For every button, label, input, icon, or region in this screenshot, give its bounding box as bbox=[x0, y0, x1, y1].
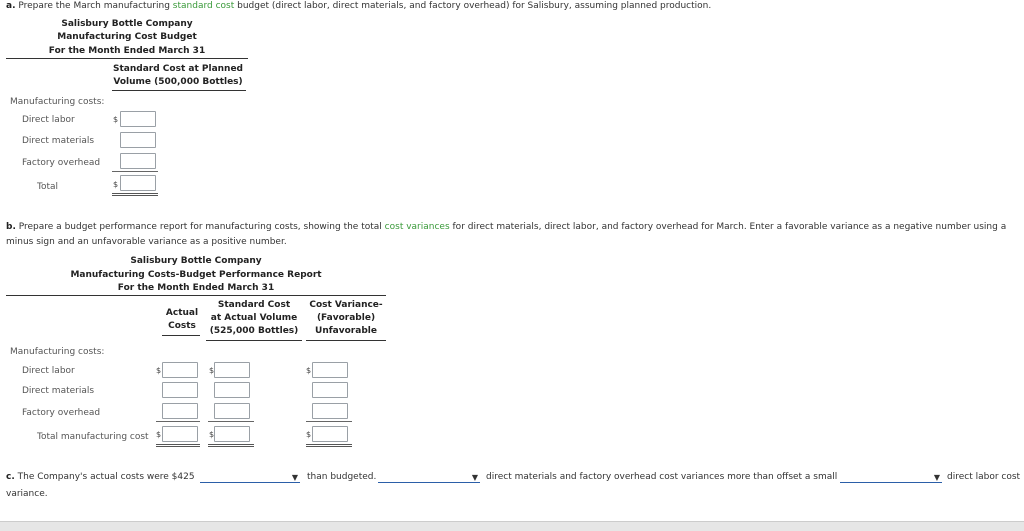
part-a-title-rule bbox=[6, 58, 248, 59]
currency-symbol: $ bbox=[156, 366, 162, 375]
part-a-header-rule bbox=[112, 90, 246, 91]
part-a-direct-labor-input[interactable] bbox=[120, 111, 156, 127]
standard-direct-materials-input[interactable] bbox=[214, 382, 250, 398]
part-c-amount-dropdown[interactable] bbox=[200, 472, 300, 483]
part-b-col3-line1: Cost Variance- bbox=[309, 300, 383, 310]
chevron-down-icon: ▼ bbox=[291, 473, 298, 482]
part-b-row-factory-overhead: Factory overhead bbox=[22, 408, 101, 418]
part-a-report-title: Manufacturing Cost Budget bbox=[57, 32, 197, 42]
part-b-col1-rule bbox=[162, 335, 200, 336]
standard-total-double-rule bbox=[208, 444, 254, 447]
part-c-variance-type-dropdown[interactable] bbox=[840, 472, 942, 483]
part-c-direction-dropdown[interactable] bbox=[378, 472, 480, 483]
actual-subtotal-rule bbox=[156, 421, 200, 422]
currency-symbol: $ bbox=[306, 366, 312, 375]
part-c-text-3: direct materials and factory overhead cost variances more than offset a small bbox=[486, 472, 838, 482]
part-b-company-title: Salisbury Bottle Company bbox=[130, 256, 262, 266]
standard-subtotal-rule bbox=[208, 421, 254, 422]
variance-direct-materials-input[interactable] bbox=[312, 382, 348, 398]
part-b-col1-line2: Costs bbox=[168, 321, 196, 331]
part-b-col3-rule bbox=[306, 340, 386, 341]
part-b-text-post: for direct materials, direct labor, and factory overhead for March. Enter a favorable variance as a negative number using a bbox=[452, 222, 1007, 232]
part-a-row-direct-materials: Direct materials bbox=[22, 136, 95, 146]
part-a-label: a. bbox=[6, 1, 16, 11]
part-a-total-double-rule bbox=[112, 193, 158, 196]
part-a-row-factory-overhead: Factory overhead bbox=[22, 158, 101, 168]
part-b-row-direct-labor: Direct labor bbox=[22, 366, 75, 376]
part-a-instruction bbox=[6, 1, 711, 11]
part-a-direct-materials-input[interactable] bbox=[120, 132, 156, 148]
currency-symbol: $ bbox=[209, 366, 215, 375]
currency-symbol: $ bbox=[113, 180, 119, 189]
part-b-col2-line3: (525,000 Bottles) bbox=[209, 326, 299, 336]
variance-direct-labor-input[interactable] bbox=[312, 362, 348, 378]
chevron-down-icon: ▼ bbox=[471, 473, 478, 482]
part-b-col2-line1: Standard Cost bbox=[217, 300, 291, 310]
actual-factory-overhead-input[interactable] bbox=[162, 403, 198, 419]
part-b-label: b. bbox=[6, 222, 16, 232]
standard-direct-labor-input[interactable] bbox=[214, 362, 250, 378]
part-c-text-1 bbox=[6, 472, 195, 482]
part-a-row-total: Total bbox=[37, 182, 59, 192]
part-b-col3-line3: Unfavorable bbox=[315, 326, 377, 336]
part-a-factory-overhead-input[interactable] bbox=[120, 153, 156, 169]
standard-factory-overhead-input[interactable] bbox=[214, 403, 250, 419]
part-a-text-pre: Prepare the March manufacturing bbox=[18, 1, 170, 11]
part-a-text-post: budget (direct labor, direct materials, and factory overhead) for Salisbury, assuming planned production. bbox=[237, 1, 712, 11]
currency-symbol: $ bbox=[113, 115, 119, 124]
part-b-col2-line2: at Actual Volume bbox=[210, 313, 298, 323]
variance-subtotal-rule bbox=[306, 421, 352, 422]
part-b-instruction bbox=[6, 222, 1006, 232]
part-a-col-header-2: Volume (500,000 Bottles) bbox=[113, 77, 243, 87]
variance-total-input[interactable] bbox=[312, 426, 348, 442]
standard-total-input[interactable] bbox=[214, 426, 250, 442]
part-b-text-pre: Prepare a budget performance report for manufacturing costs, showing the total bbox=[18, 222, 382, 232]
part-b-col3-line2: (Favorable) bbox=[316, 313, 376, 323]
part-b-col2-rule bbox=[206, 340, 302, 341]
part-a-period-title: For the Month Ended March 31 bbox=[48, 46, 206, 56]
part-b-section-label: Manufacturing costs: bbox=[10, 347, 105, 357]
part-c-label: c. bbox=[6, 472, 15, 482]
part-b-col1-line1: Actual bbox=[165, 308, 199, 318]
currency-symbol: $ bbox=[156, 430, 162, 439]
part-a-section-label: Manufacturing costs: bbox=[10, 97, 105, 107]
part-c-actual-costs-text: The Company's actual costs were $425 bbox=[17, 472, 195, 482]
part-c-text-2: than budgeted. bbox=[307, 472, 377, 482]
part-b-report-title: Manufacturing Costs-Budget Performance Report bbox=[70, 270, 322, 280]
part-a-company-title: Salisbury Bottle Company bbox=[61, 19, 193, 29]
part-a-subtotal-rule bbox=[112, 171, 158, 172]
actual-direct-labor-input[interactable] bbox=[162, 362, 198, 378]
actual-direct-materials-input[interactable] bbox=[162, 382, 198, 398]
part-b-instruction-line2: minus sign and an unfavorable variance as a positive number. bbox=[6, 237, 287, 247]
part-b-period-title: For the Month Ended March 31 bbox=[117, 283, 275, 293]
part-a-row-direct-labor: Direct labor bbox=[22, 115, 75, 125]
part-b-row-direct-materials: Direct materials bbox=[22, 386, 95, 396]
standard-cost-link[interactable]: standard cost bbox=[172, 1, 235, 11]
part-a-total-input[interactable] bbox=[120, 175, 156, 191]
cost-variances-link[interactable]: cost variances bbox=[384, 222, 450, 232]
chevron-down-icon: ▼ bbox=[933, 473, 940, 482]
part-a-col-header-1: Standard Cost at Planned bbox=[113, 64, 243, 74]
variance-total-double-rule bbox=[306, 444, 352, 447]
currency-symbol: $ bbox=[209, 430, 215, 439]
actual-total-double-rule bbox=[156, 444, 200, 447]
actual-total-input[interactable] bbox=[162, 426, 198, 442]
variance-factory-overhead-input[interactable] bbox=[312, 403, 348, 419]
part-b-row-total: Total manufacturing cost bbox=[37, 432, 149, 442]
part-c-text-4: direct labor cost bbox=[947, 472, 1021, 482]
part-c-text-5: variance. bbox=[6, 489, 48, 499]
part-b-title-rule bbox=[6, 295, 386, 296]
currency-symbol: $ bbox=[306, 430, 312, 439]
